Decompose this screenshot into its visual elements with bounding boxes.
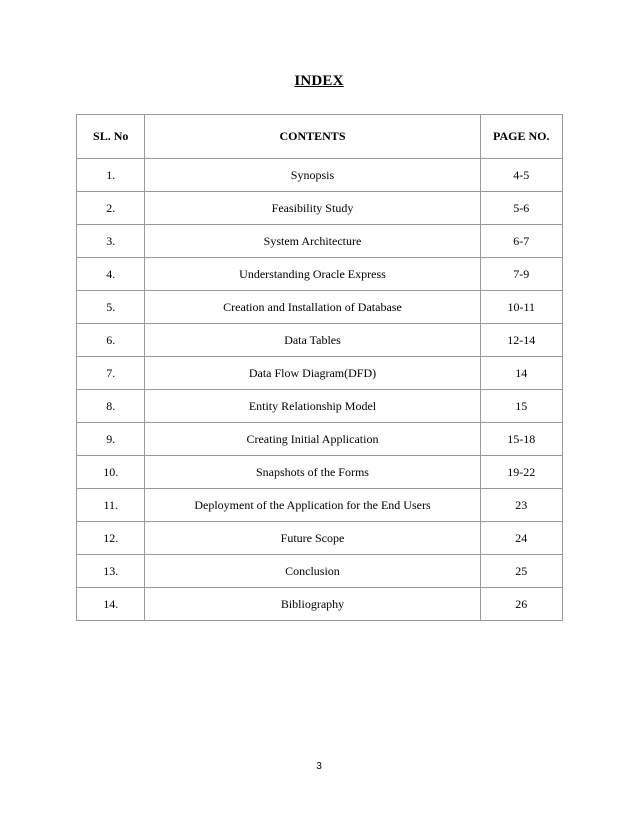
cell-sl-no: 11. (77, 489, 145, 522)
header-sl-no: SL. No (77, 115, 145, 159)
table-row (77, 588, 563, 621)
cell-page-no: 4-5 (480, 159, 562, 192)
cell-sl-no: 2. (77, 192, 145, 225)
table-row (77, 522, 563, 555)
index-table (76, 114, 563, 621)
cell-content: Entity Relationship Model (145, 390, 480, 423)
cell-page-no: 23 (480, 489, 562, 522)
cell-sl-no: 8. (77, 390, 145, 423)
cell-content: Bibliography (145, 588, 480, 621)
cell-sl-no: 10. (77, 456, 145, 489)
cell-sl-no: 13. (77, 555, 145, 588)
cell-content: Data Tables (145, 324, 480, 357)
cell-page-no: 15-18 (480, 423, 562, 456)
cell-page-no: 25 (480, 555, 562, 588)
cell-page-no: 26 (480, 588, 562, 621)
cell-content: Deployment of the Application for the End Users (145, 489, 480, 522)
header-contents: CONTENTS (145, 115, 480, 159)
table-row (77, 357, 563, 390)
cell-page-no: 5-6 (480, 192, 562, 225)
cell-sl-no: 14. (77, 588, 145, 621)
cell-content: Data Flow Diagram(DFD) (145, 357, 480, 390)
cell-content: Snapshots of the Forms (145, 456, 480, 489)
table-row (77, 390, 563, 423)
cell-sl-no: 12. (77, 522, 145, 555)
table-row (77, 291, 563, 324)
cell-sl-no: 7. (77, 357, 145, 390)
table-row (77, 423, 563, 456)
cell-page-no: 15 (480, 390, 562, 423)
cell-sl-no: 3. (77, 225, 145, 258)
table-header-row (77, 115, 563, 159)
table-row (77, 258, 563, 291)
cell-content: Feasibility Study (145, 192, 480, 225)
cell-sl-no: 6. (77, 324, 145, 357)
table-row (77, 555, 563, 588)
cell-sl-no: 9. (77, 423, 145, 456)
cell-content: System Architecture (145, 225, 480, 258)
cell-content: Conclusion (145, 555, 480, 588)
cell-page-no: 7-9 (480, 258, 562, 291)
cell-sl-no: 4. (77, 258, 145, 291)
cell-page-no: 10-11 (480, 291, 562, 324)
header-page-no: PAGE NO. (480, 115, 562, 159)
table-row (77, 324, 563, 357)
table-row (77, 456, 563, 489)
cell-page-no: 12-14 (480, 324, 562, 357)
cell-page-no: 6-7 (480, 225, 562, 258)
cell-page-no: 19-22 (480, 456, 562, 489)
cell-content: Creation and Installation of Database (145, 291, 480, 324)
cell-sl-no: 1. (77, 159, 145, 192)
cell-page-no: 14 (480, 357, 562, 390)
page-title: INDEX (294, 73, 344, 89)
cell-content: Creating Initial Application (145, 423, 480, 456)
cell-content: Future Scope (145, 522, 480, 555)
cell-content: Synopsis (145, 159, 480, 192)
table-row (77, 192, 563, 225)
page-number: 3 (316, 761, 322, 772)
table-row (77, 159, 563, 192)
table-row (77, 225, 563, 258)
cell-content: Understanding Oracle Express (145, 258, 480, 291)
cell-page-no: 24 (480, 522, 562, 555)
cell-sl-no: 5. (77, 291, 145, 324)
table-row (77, 489, 563, 522)
